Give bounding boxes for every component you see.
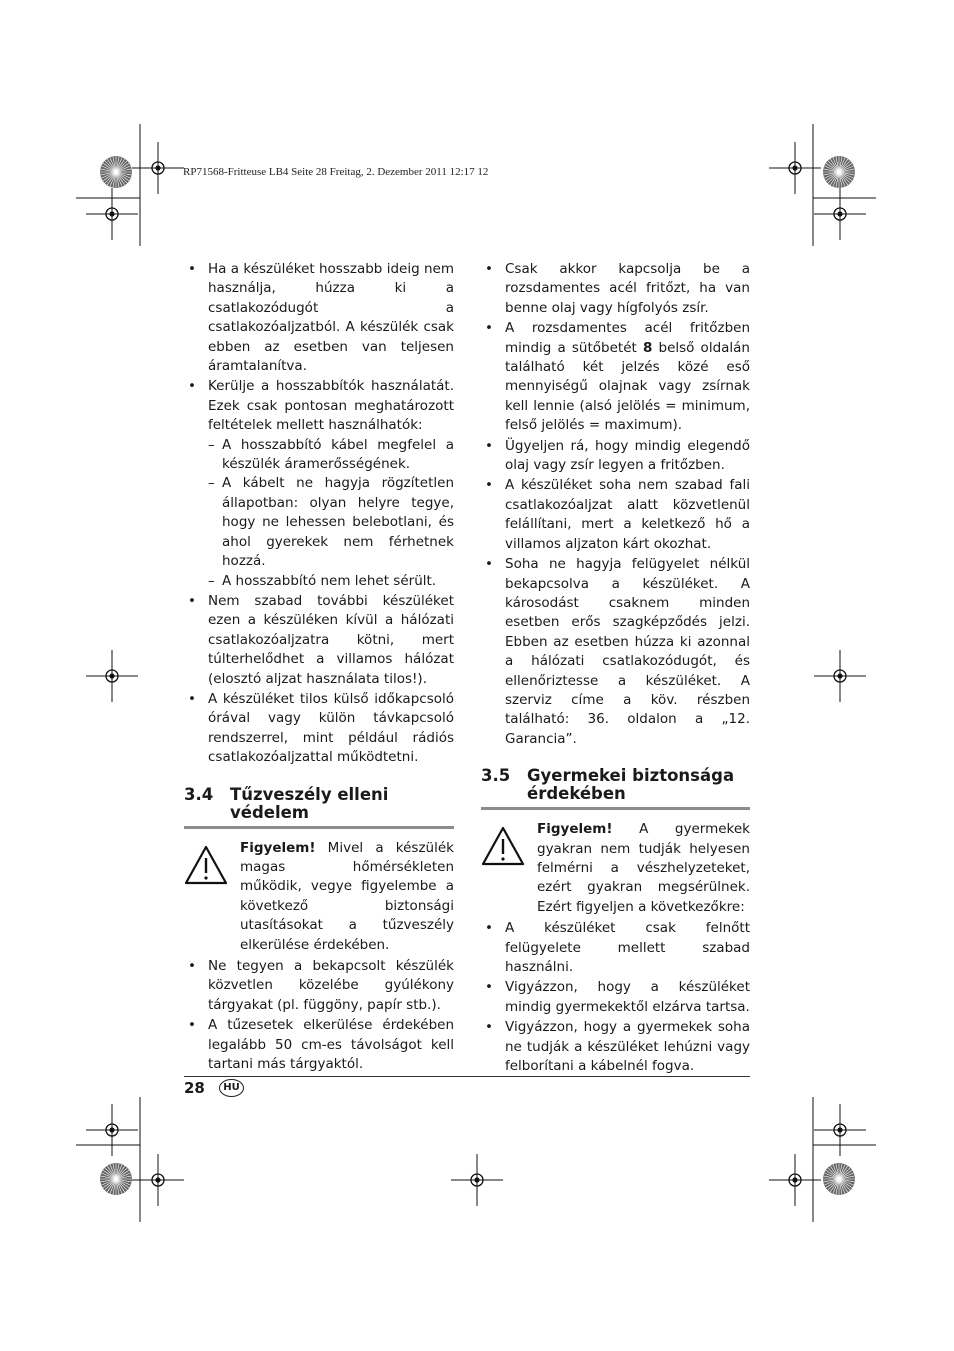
right-column	[481, 260, 750, 1077]
section-title: Gyermekei biztonsága érdekében	[527, 766, 735, 804]
list-item: • Csak akkor kapcsolja be a rozsdamentes acél fritőzt, ha van benne olaj vagy hígfolyós zsír.	[481, 260, 750, 318]
footer-rule	[184, 1076, 750, 1077]
language-badge: HU	[219, 1079, 244, 1097]
bullet-list	[184, 260, 454, 768]
dash-item: – A kábelt ne hagyja rögzítetlen állapotban: olyan helyre tegye, hogy ne lehessen belebotlani, és ahol gyerekek nem férhetnek hozzá.	[208, 474, 454, 571]
list-item: • A készüléket csak felnőtt felügyelete mellett szabad használni.	[481, 919, 750, 977]
warning-text	[240, 839, 454, 955]
section-heading-3-4	[184, 786, 454, 829]
list-item: • Vigyázzon, hogy a készüléket mindig gyermekektől elzárva tartsa.	[481, 978, 750, 1017]
warning-triangle-icon	[184, 839, 240, 955]
list-item: • Nem szabad további készüléket ezen a készüléken kívül a hálózati csatlakozóaljzatra kötni, mert túlterhelődhet a villamos hálózat (elosztó aljzat használata tilos!).	[184, 592, 454, 689]
page-number: 28	[184, 1079, 205, 1097]
list-item-text: belső oldalán található két jelzés közé eső mennyiségű olajnak vagy zsírnak kell lennie (alsó jelölés = minimum, felső jelölés = maximum).	[505, 339, 750, 434]
part-number: 8	[642, 339, 653, 356]
list-item-text: A rozsdamentes acél fritőzben mindig a sütőbetét	[505, 320, 750, 356]
dash-item: – A hosszabbító nem lehet sérült.	[208, 572, 454, 591]
list-item: • A készüléket tilos külső időkapcsoló órával vagy külön távkapcsoló rendszerrel, mint például rádiós csatlakozóaljzattal működtetni.	[184, 690, 454, 768]
warning-block	[481, 820, 750, 917]
list-item	[184, 377, 454, 590]
warning-body: A gyermekek gyakran nem tudják helyesen felmérni a vészhelyzeteket, ezért gyakran megsérülnek. Ezért figyeljen a következőkre:	[537, 821, 750, 915]
section-number: 3.4	[184, 784, 214, 804]
warning-body: Mivel a készülék magas hőmérsékleten működik, vegye figyelembe a következő biztonsági utasításokat a tűzveszély elkerülése érdekében.	[240, 839, 454, 953]
list-item: • A tűzesetek elkerülése érdekében legalább 50 cm-es távolságot kell tartani más tárgyaktól.	[184, 1016, 454, 1074]
dash-item: – A hosszabbító kábel megfelel a készülék áramerősségének.	[208, 436, 454, 475]
list-item: • Vigyázzon, hogy a gyermekek soha ne tudják a készüléket lehúzni vagy felborítani a kábelnél fogva.	[481, 1018, 750, 1076]
section-heading-3-5	[481, 767, 750, 810]
dash-list	[208, 436, 454, 591]
warning-label: Figyelem!	[240, 839, 316, 856]
bullet-list	[184, 957, 454, 1074]
section-title: Tűzveszély elleni védelem	[230, 784, 389, 822]
list-item: • Ne tegyen a bekapcsolt készülék közvetlen közelébe gyúlékony tárgyakat (pl. függöny, papír stb.).	[184, 957, 454, 1015]
left-column	[184, 260, 454, 1075]
list-item-text: Kerülje a hosszabbítók használatát. Ezek csak pontosan meghatározott feltételek mellett használhatók:	[208, 378, 454, 434]
list-item	[481, 319, 750, 435]
print-slug: RP71568-Fritteuse LB4 Seite 28 Freitag, 2. Dezember 2011 12:17 12	[183, 166, 489, 178]
warning-label: Figyelem!	[537, 821, 613, 838]
bullet-list	[481, 260, 750, 749]
warning-text	[537, 820, 750, 917]
bullet-list	[481, 919, 750, 1076]
list-item: • A készüléket soha nem szabad fali csatlakozóaljzat alatt közvetlenül felállítani, mert a keletkező hő a villamos aljzaton kárt okozhat.	[481, 476, 750, 554]
list-item: • Ha a készüléket hosszabb ideig nem használja, húzza ki a csatlakozódugót a csatlakozóaljzatból. A készülék csak ebben az esetben van teljesen áramtalanítva.	[184, 260, 454, 376]
warning-block	[184, 839, 454, 955]
warning-triangle-icon	[481, 820, 537, 917]
list-item: • Soha ne hagyja felügyelet nélkül bekapcsolva a készüléket. A károsodást csaknem minden esetben erős szagképződés jelzi. Ebben az esetben húzza ki azonnal a hálózati csatlakozódugót, és ellenőriztesse a készüléket. A szerviz címe a köv. részben található: 36. oldalon a „12. Garancia”.	[481, 555, 750, 749]
list-item: • Ügyeljen rá, hogy mindig elegendő olaj vagy zsír legyen a fritőzben.	[481, 437, 750, 476]
section-number: 3.5	[481, 766, 511, 786]
